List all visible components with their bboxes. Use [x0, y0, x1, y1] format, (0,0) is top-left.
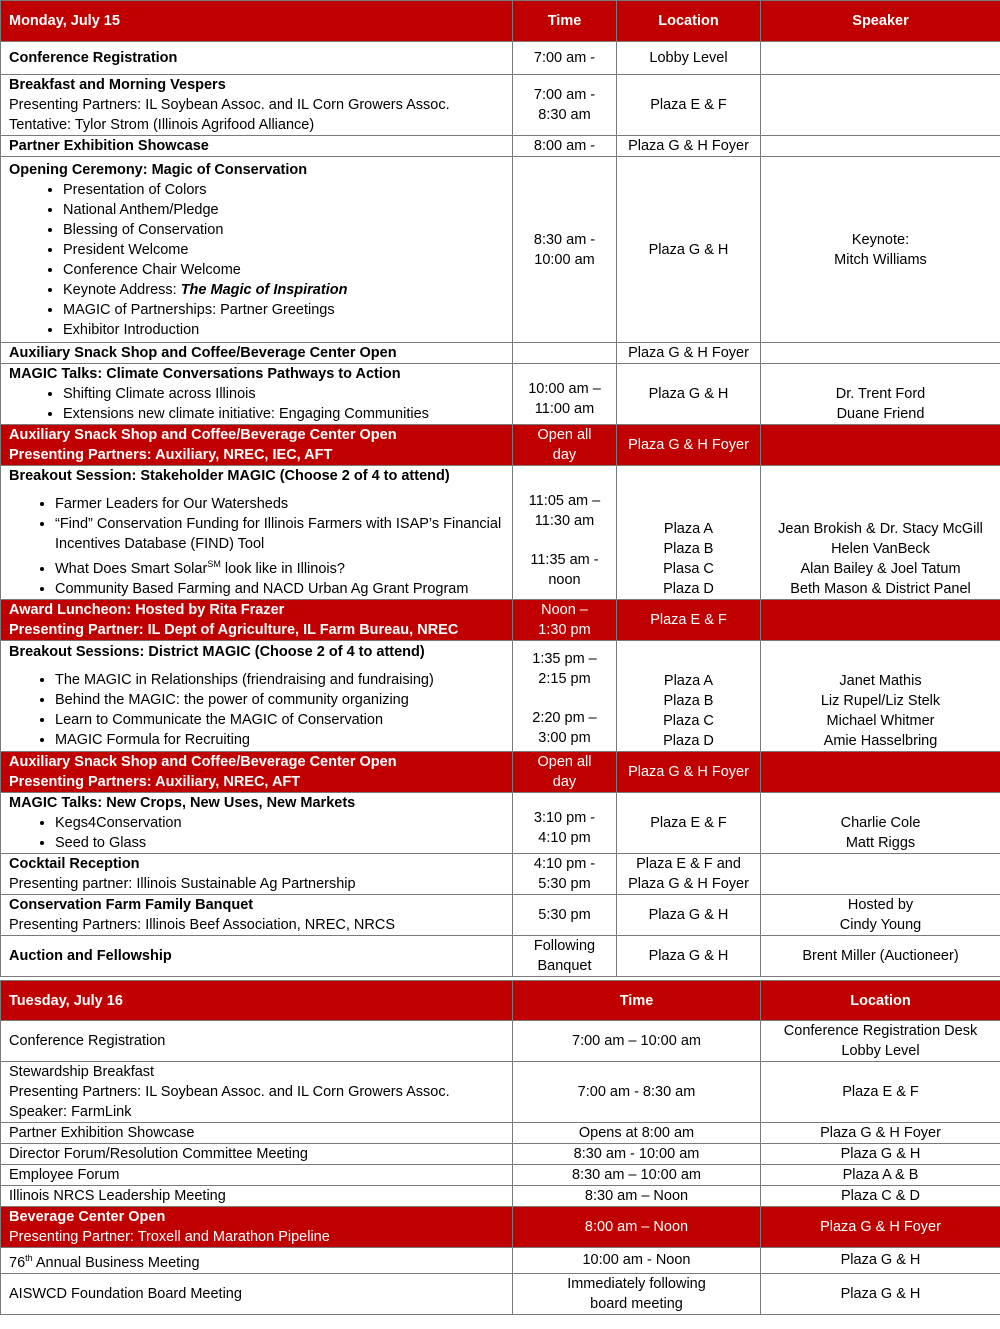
event-title: Opening Ceremony: Magic of Conservation — [9, 161, 308, 178]
event-title: Breakout Session: Stakeholder MAGIC (Choose 2 of 4 to attend) — [9, 468, 450, 484]
time-end: 1:30 pm — [538, 621, 591, 638]
event-partners: Presenting partner: Illinois Sustainable Ag Partnership — [9, 875, 356, 892]
event-title: AISWCD Foundation Board Meeting — [1, 1273, 513, 1314]
event-title: MAGIC Talks: Climate Conversations Pathways to Action — [9, 366, 401, 382]
bullet-list — [9, 494, 504, 599]
table-row — [1, 1186, 1000, 1207]
list-item: • Extensions new climate initiative: Engaging Communities — [63, 404, 504, 424]
event-title: Auction and Fellowship — [1, 935, 513, 976]
event-note: Speaker: FarmLink — [9, 1104, 132, 1120]
time-header: Time — [513, 1, 617, 42]
event-partners: Presenting Partners: Illinois Beef Association, NREC, NRCS — [9, 916, 396, 933]
event-location: Plaza E & F — [617, 75, 761, 136]
table-row — [1, 792, 1000, 853]
event-location: Plaza G & H — [617, 894, 761, 935]
event-title: Auxiliary Snack Shop and Coffee/Beverage Center Open — [9, 753, 397, 770]
event-title: Conservation Farm Family Banquet — [9, 896, 254, 913]
speaker-name: Duane Friend — [836, 406, 925, 422]
event-title: Award Luncheon: Hosted by Rita Frazer — [9, 601, 285, 618]
table-row — [1, 935, 1000, 976]
bullet-list — [9, 180, 504, 340]
event-location: Plaza G & H — [617, 935, 761, 976]
time-end: day — [552, 773, 577, 790]
event-cell — [1, 640, 513, 751]
location-header: Location — [761, 981, 1000, 1021]
list-item: • President Welcome — [63, 240, 504, 260]
table-row — [1, 1123, 1000, 1144]
event-cell — [1, 599, 513, 640]
speaker-name: Cindy Young — [839, 916, 922, 933]
bullet-list — [9, 670, 504, 750]
event-speaker — [761, 425, 1000, 466]
event-time — [513, 1273, 761, 1314]
list-item: • MAGIC Formula for Recruiting — [55, 730, 504, 750]
event-time: 10:00 am - Noon — [513, 1248, 761, 1274]
time-start: 1:35 pm – — [532, 651, 597, 668]
tuesday-title: Tuesday, July 16 — [1, 981, 513, 1021]
event-title: Conference Registration — [1, 1021, 513, 1062]
event-location: Lobby Level — [617, 42, 761, 75]
table-row — [1, 1021, 1000, 1062]
time-end: 4:10 pm — [538, 829, 591, 846]
list-item: • Presentation of Colors — [63, 180, 504, 200]
event-time: 8:00 am - — [513, 136, 617, 157]
time-start: 11:05 am – — [528, 492, 601, 509]
list-item: • MAGIC of Partnerships: Partner Greetings — [63, 300, 504, 320]
table-row — [1, 157, 1000, 343]
speaker-name: Beth Mason & District Panel — [790, 580, 971, 597]
event-title: Auxiliary Snack Shop and Coffee/Beverage Center Open — [9, 427, 397, 443]
event-title: Stewardship Breakfast — [9, 1064, 155, 1080]
location-name: Lobby Level — [841, 1043, 920, 1059]
speaker-name: Matt Riggs — [845, 834, 916, 851]
event-cell — [1, 894, 513, 935]
table-row — [1, 466, 1000, 600]
list-item: • Exhibitor Introduction — [63, 320, 504, 340]
table-row — [1, 1144, 1000, 1165]
event-location: Plaza C & D — [761, 1186, 1000, 1207]
event-cell — [1, 75, 513, 136]
event-time — [513, 853, 617, 894]
list-item: • Blessing of Conservation — [63, 220, 504, 240]
event-speaker — [761, 792, 1000, 853]
speaker-name: Dr. Trent Ford — [835, 386, 926, 402]
event-time: 8:00 am – Noon — [513, 1207, 761, 1248]
event-speaker — [761, 343, 1000, 364]
location-name: Conference Registration Desk — [783, 1023, 978, 1039]
speaker-name: Janet Mathis — [839, 672, 922, 689]
location-name: Plaza E & F and — [636, 855, 741, 872]
event-time — [513, 935, 617, 976]
speaker-name: Liz Rupel/Liz Stelk — [820, 692, 941, 709]
table-row — [1, 1248, 1000, 1274]
location-name: Plaza D — [663, 732, 714, 749]
list-item: • Community Based Farming and NACD Urban Ag Grant Program — [55, 579, 504, 599]
event-time: Opens at 8:00 am — [513, 1123, 761, 1144]
time-start: 4:10 pm - — [533, 855, 596, 872]
event-location — [617, 853, 761, 894]
event-cell — [1, 1062, 513, 1123]
speaker-label: Keynote: — [851, 231, 910, 248]
event-partners: Presenting Partner: IL Dept of Agriculture, IL Farm Bureau, NREC — [9, 621, 459, 638]
time-start: 3:10 pm - — [533, 809, 596, 826]
time-end: 10:00 am — [534, 251, 595, 268]
event-time: 7:00 am - — [513, 42, 617, 75]
event-time: 8:30 am – 10:00 am — [513, 1165, 761, 1186]
event-title: Illinois NRCS Leadership Meeting — [1, 1186, 513, 1207]
event-title: Cocktail Reception — [9, 855, 140, 872]
table-row — [1, 1273, 1000, 1314]
event-location: Plaza E & F — [761, 1062, 1000, 1123]
event-speaker — [761, 364, 1000, 425]
event-location: Plaza G & H — [761, 1248, 1000, 1274]
event-speaker — [761, 640, 1000, 751]
event-time — [513, 364, 617, 425]
list-item — [55, 554, 504, 579]
speaker-label: Hosted by — [847, 896, 914, 913]
event-time — [513, 599, 617, 640]
time-start: Open all — [537, 753, 592, 770]
table-row — [1, 343, 1000, 364]
event-cell — [1, 425, 513, 466]
bullet-list — [9, 813, 504, 853]
event-partners: Presenting Partners: IL Soybean Assoc. and IL Corn Growers Assoc. — [9, 1084, 450, 1100]
time-end: 11:00 am — [534, 401, 595, 417]
event-time — [513, 792, 617, 853]
item-text: look like in Illinois? — [220, 560, 345, 577]
event-speaker — [761, 75, 1000, 136]
time-end: 5:30 pm — [538, 875, 591, 892]
event-title: Breakout Sessions: District MAGIC (Choose 2 of 4 to attend) — [9, 643, 425, 660]
keynote-prefix: Keynote Address: — [63, 281, 181, 298]
event-cell — [1, 792, 513, 853]
event-title: MAGIC Talks: New Crops, New Uses, New Markets — [9, 794, 356, 811]
event-title: Director Forum/Resolution Committee Meeting — [1, 1144, 513, 1165]
event-speaker — [761, 853, 1000, 894]
table-row — [1, 751, 1000, 792]
list-item: • Farmer Leaders for Our Watersheds — [55, 494, 504, 514]
event-location — [617, 640, 761, 751]
table-row — [1, 1165, 1000, 1186]
table-row — [1, 136, 1000, 157]
table-row — [1, 640, 1000, 751]
event-location: Plaza G & H Foyer — [617, 425, 761, 466]
event-time — [513, 751, 617, 792]
location-name: Plaza C — [663, 712, 714, 729]
event-time — [513, 425, 617, 466]
table-row — [1, 42, 1000, 75]
event-partners: Presenting Partners: Auxiliary, NREC, AFT — [9, 773, 301, 790]
event-title: Partner Exhibition Showcase — [1, 136, 513, 157]
time-start: Following — [533, 937, 596, 954]
time-end: day — [552, 447, 577, 463]
event-title: Partner Exhibition Showcase — [1, 1123, 513, 1144]
event-partners: Presenting Partners: IL Soybean Assoc. and IL Corn Growers Assoc. — [9, 97, 450, 113]
time-start: 8:30 am - — [533, 231, 596, 248]
location-name: Plaza G & H Foyer — [628, 875, 749, 892]
location-name: Plaza A — [663, 672, 714, 689]
event-location: Plaza G & H Foyer — [617, 136, 761, 157]
event-speaker: Brent Miller (Auctioneer) — [761, 935, 1000, 976]
list-item: • The MAGIC in Relationships (friendraising and fundraising) — [55, 670, 504, 690]
event-location: Plaza E & F — [617, 599, 761, 640]
table-row — [1, 1062, 1000, 1123]
speaker-name: Amie Hasselbring — [823, 732, 938, 749]
event-partners: Presenting Partner: Troxell and Marathon Pipeline — [9, 1229, 330, 1245]
ordinal-suffix: th — [25, 1253, 33, 1263]
speaker-name: Helen VanBeck — [831, 540, 930, 557]
list-item: • Seed to Glass — [55, 833, 504, 853]
event-location: Plaza G & H — [617, 364, 761, 425]
event-speaker — [761, 894, 1000, 935]
monday-header-row — [1, 1, 1000, 42]
event-title: Auxiliary Snack Shop and Coffee/Beverage Center Open — [1, 343, 513, 364]
event-time: 7:00 am – 10:00 am — [513, 1021, 761, 1062]
time-end: 8:30 am — [538, 107, 591, 123]
list-item: • National Anthem/Pledge — [63, 200, 504, 220]
event-time — [513, 343, 617, 364]
list-item: • Conference Chair Welcome — [63, 260, 504, 280]
speaker-name: Jean Brokish & Dr. Stacy McGill — [778, 520, 983, 537]
time-end: 2:15 pm — [538, 671, 591, 688]
event-location: Plaza G & H Foyer — [761, 1207, 1000, 1248]
item-text: What Does Smart Solar — [55, 560, 208, 577]
location-header: Location — [617, 1, 761, 42]
time-end: Banquet — [537, 957, 592, 974]
event-cell — [1, 1207, 513, 1248]
location-name: Plaza D — [663, 580, 714, 597]
time-end: board meeting — [590, 1295, 683, 1312]
event-speaker — [761, 157, 1000, 343]
table-row — [1, 599, 1000, 640]
tuesday-header-row — [1, 981, 1000, 1021]
event-time: 7:00 am - 8:30 am — [513, 1062, 761, 1123]
event-location — [617, 466, 761, 600]
time-start: 10:00 am – — [528, 381, 601, 397]
event-time: 8:30 am - 10:00 am — [513, 1144, 761, 1165]
event-cell — [1, 853, 513, 894]
event-note: Tentative: Tylor Strom (Illinois Agrifood Alliance) — [9, 117, 315, 133]
event-time — [513, 466, 617, 600]
event-time: 5:30 pm — [513, 894, 617, 935]
time-start: Noon – — [541, 601, 588, 618]
event-location: Plaza A & B — [761, 1165, 1000, 1186]
event-location — [761, 1021, 1000, 1062]
speaker-name: Michael Whitmer — [826, 712, 935, 729]
event-location: Plaza G & H Foyer — [617, 343, 761, 364]
ordinal-number: 76 — [9, 1254, 26, 1271]
event-speaker — [761, 136, 1000, 157]
event-partners: Presenting Partners: Auxiliary, NREC, IEC, AFT — [9, 447, 333, 463]
event-location: Plaza E & F — [617, 792, 761, 853]
speaker-name: Mitch Williams — [834, 251, 927, 268]
time-start: Immediately following — [567, 1275, 706, 1292]
event-location: Plaza G & H Foyer — [761, 1123, 1000, 1144]
event-location: Plaza G & H — [761, 1144, 1000, 1165]
event-time — [513, 640, 617, 751]
keynote-title: The Magic of Inspiration — [180, 281, 348, 298]
event-location: Plaza G & H — [761, 1273, 1000, 1314]
time-header: Time — [513, 981, 761, 1021]
table-row — [1, 364, 1000, 425]
list-item: • “Find” Conservation Funding for Illinois Farmers with ISAP’s Financial Incentives Database (FIND) Tool — [55, 514, 504, 554]
time-start: 7:00 am - — [533, 87, 596, 103]
table-row — [1, 425, 1000, 466]
speaker-name: Alan Bailey & Joel Tatum — [800, 560, 961, 577]
time-end: 3:00 pm — [538, 730, 591, 747]
table-row — [1, 894, 1000, 935]
event-time — [513, 75, 617, 136]
event-title: Breakfast and Morning Vespers — [9, 77, 226, 93]
event-title: Beverage Center Open — [9, 1209, 166, 1225]
tuesday-schedule-table — [0, 980, 1000, 1315]
trademark-sup: SM — [207, 559, 221, 569]
location-name: Plasa C — [663, 560, 714, 577]
event-speaker — [761, 751, 1000, 792]
location-name: Plaza B — [663, 692, 714, 709]
table-row — [1, 1207, 1000, 1248]
speaker-name: Charlie Cole — [840, 814, 921, 831]
list-item: • Learn to Communicate the MAGIC of Conservation — [55, 710, 504, 730]
event-title — [1, 1248, 513, 1274]
time-end: 11:30 am — [534, 512, 595, 529]
time-start: 11:35 am - — [530, 551, 599, 568]
event-speaker — [761, 599, 1000, 640]
location-name: Plaza A — [663, 520, 714, 537]
list-item: • Behind the MAGIC: the power of community organizing — [55, 690, 504, 710]
event-location: Plaza G & H Foyer — [617, 751, 761, 792]
event-time: 8:30 am – Noon — [513, 1186, 761, 1207]
list-item: • Kegs4Conservation — [55, 813, 504, 833]
event-title: Conference Registration — [1, 42, 513, 75]
location-name: Plaza B — [663, 540, 714, 557]
event-location: Plaza G & H — [617, 157, 761, 343]
list-item — [63, 280, 504, 300]
event-cell — [1, 364, 513, 425]
monday-title: Monday, July 15 — [1, 1, 513, 42]
time-end: noon — [548, 571, 581, 588]
table-row — [1, 853, 1000, 894]
event-speaker — [761, 466, 1000, 600]
bullet-list — [9, 384, 504, 424]
event-speaker — [761, 42, 1000, 75]
time-start: 2:20 pm – — [532, 710, 597, 727]
event-cell — [1, 157, 513, 343]
time-start: Open all — [537, 427, 592, 443]
title-text: Annual Business Meeting — [32, 1254, 200, 1271]
event-cell — [1, 466, 513, 600]
list-item: • Shifting Climate across Illinois — [63, 384, 504, 404]
table-row — [1, 75, 1000, 136]
event-time — [513, 157, 617, 343]
event-title: Employee Forum — [1, 1165, 513, 1186]
speaker-header: Speaker — [761, 1, 1000, 42]
event-cell — [1, 751, 513, 792]
